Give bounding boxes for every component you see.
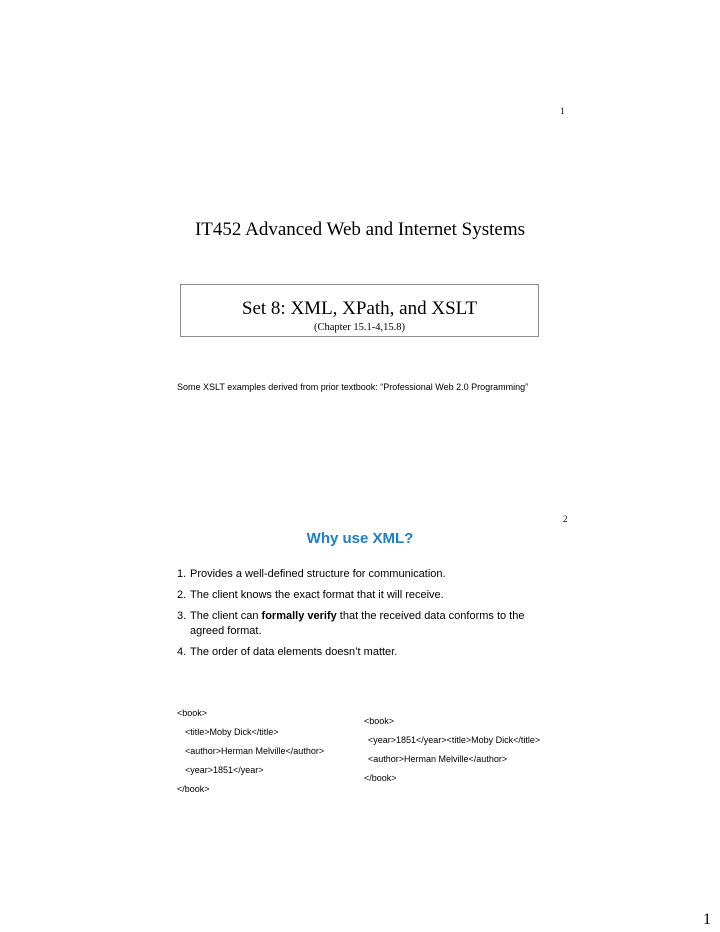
code-line: <year>1851</year> — [185, 765, 264, 775]
code-line: </book> — [177, 784, 210, 794]
set-title: Set 8: XML, XPath, and XSLT — [241, 298, 478, 319]
emphasis-text: formally verify — [261, 610, 337, 622]
list-item: 3. The client can formally verify that the received data conforms to the agreed format. — [177, 610, 525, 637]
list-item: 4. The order of data elements doesn’t matter. — [177, 646, 398, 658]
slide-2-title: Why use XML? — [306, 530, 414, 547]
xml-example-right — [364, 712, 540, 788]
chapter-reference: (Chapter 15.1-4,15.8) — [314, 322, 405, 333]
code-line: <book> — [177, 708, 208, 718]
code-line: </book> — [364, 773, 397, 783]
slide-2-number: 2 — [563, 514, 568, 524]
code-line: <author>Herman Melville</author> — [368, 754, 508, 764]
code-line: <title>Moby Dick</title> — [185, 727, 279, 737]
code-line: <author>Herman Melville</author> — [185, 746, 325, 756]
code-line: <year>1851</year><title>Moby Dick</title> — [368, 735, 541, 745]
page-number: 1 — [703, 911, 711, 928]
slide-1-title: IT452 Advanced Web and Internet Systems — [194, 219, 525, 240]
slide-1-title-box — [180, 284, 539, 337]
xml-example-left — [177, 704, 324, 799]
list-item: 1. Provides a well-defined structure for communication. — [177, 568, 446, 580]
code-line: <book> — [364, 716, 395, 726]
list-item: 2. The client knows the exact format that it will receive. — [177, 589, 444, 601]
reasons-list — [177, 567, 557, 666]
source-note: Some XSLT examples derived from prior textbook: “Professional Web 2.0 Programming” — [177, 382, 529, 392]
slide-1-number: 1 — [560, 106, 565, 116]
